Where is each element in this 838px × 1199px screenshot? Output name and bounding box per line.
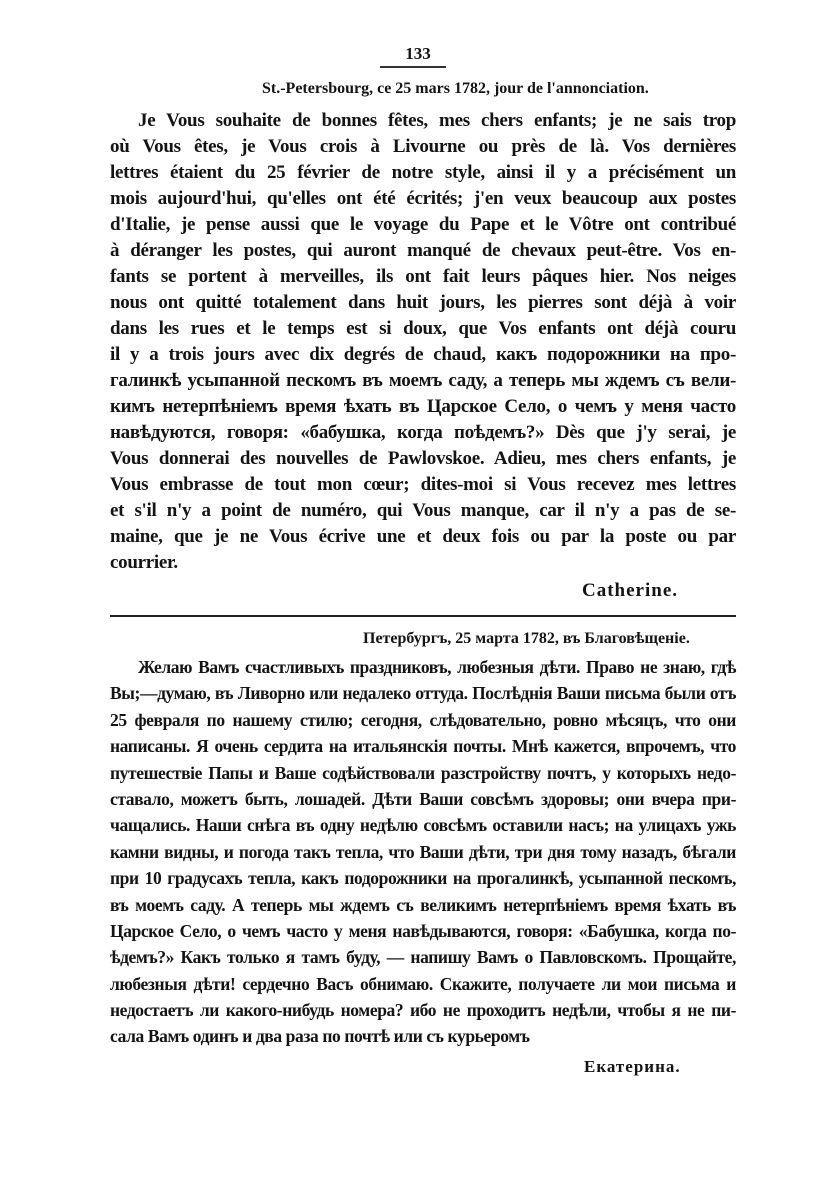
text-line: fants se portent à merveilles, ils ont fait leurs pâques hier. Nos neiges	[110, 266, 736, 287]
section-divider	[110, 615, 736, 617]
text-line: dans les rues et le temps est si doux, que Vos enfants ont déjà couru	[110, 318, 736, 339]
text-line: при 10 градусахъ тепла, какъ подорожники на прогалинкѣ, усыпанной пескомъ,	[110, 868, 736, 889]
text-line: à déranger les postes, qui auront manqué de chevaux peut-être. Vos en-	[110, 240, 736, 261]
text-line: камни видны, и погода такъ тепла, что Ваши дѣти, три дня тому назадъ, бѣгали	[110, 841, 736, 862]
text-line: ѣдемъ?» Какъ только я тамъ буду, — напишу Вамъ о Павловскомъ. Прощайте,	[110, 947, 736, 968]
french-signature: Catherine.	[582, 580, 679, 601]
text-line: Vous donnerai des nouvelles de Pawlovskoe. Adieu, mes chers enfants, je	[110, 448, 736, 469]
text-line: d'Italie, je pense aussi que le voyage du Pape et le Vôtre ont contribué	[110, 214, 736, 235]
russian-signature: Екатерина.	[584, 1057, 681, 1076]
text-line: навѣдуются, говоря: «бабушка, когда поѣдемъ?» Dès que j'y serai, je	[110, 422, 736, 443]
text-line: недостаетъ ли какого-нибудь номера? ибо не проходитъ недѣли, чтобы я не пи-	[110, 1000, 736, 1021]
text-line: въ моемъ саду. А теперь мы ждемъ съ великимъ нетерпѣніемъ время ѣхать въ	[110, 894, 736, 915]
text-line: сала Вамъ одинъ и два раза по почтѣ или съ курьеромъ	[110, 1026, 530, 1047]
text-line: Vous embrasse de tout mon cœur; dites-moi si Vous recevez mes lettres	[110, 474, 736, 495]
russian-letter-heading: Петербургъ, 25 марта 1782, въ Благовѣщеніе.	[363, 630, 690, 647]
text-line: написаны. Я очень сердита на итальянскія почты. Мнѣ кажется, впрочемъ, что	[110, 736, 736, 757]
text-line: галинкѣ усыпанной пескомъ въ моемъ саду, а теперь мы ждемъ съ вели-	[110, 370, 736, 391]
text-line: et s'il n'y a point de numéro, qui Vous manque, car il n'y a pas de se-	[110, 500, 736, 521]
text-line: ставало, можетъ быть, лошадей. Дѣти Ваши совсѣмъ здоровы; они вчера при-	[110, 788, 736, 809]
text-line: courrier.	[110, 552, 178, 573]
french-letter-body	[110, 108, 736, 576]
text-line: lettres étaient du 25 février de notre style, ainsi il y a précisément un	[110, 162, 736, 183]
text-line: mois aujourd'hui, qu'elles ont été écrités; j'en veux beaucoup aux postes	[110, 188, 736, 209]
text-line: Царское Село, о чемъ часто у меня навѣдываются, говоря: «Бабушка, когда по-	[110, 920, 736, 941]
russian-letter-body	[110, 654, 736, 1050]
text-line: il y a trois jours avec dix degrés de chaud, какъ подорожники на про-	[110, 344, 736, 365]
text-line: кимъ нетерпѣніемъ время ѣхать въ Царское Село, о чемъ у меня часто	[110, 396, 736, 417]
page-number: 133	[405, 44, 431, 63]
text-line: любезныя дѣти! сердечно Васъ обнимаю. Скажите, получаете ли мои письма и	[110, 973, 736, 994]
text-line: путешествіе Папы и Ваше содѣйствовали разстройству почтъ, у которыхъ недо-	[110, 762, 736, 783]
text-line: maine, que je ne Vous écrive une et deux fois ou par la poste ou par	[110, 526, 736, 547]
text-line: où Vous êtes, je Vous crois à Livourne ou près de là. Vos dernières	[110, 136, 736, 157]
text-line: Je Vous souhaite de bonnes fêtes, mes chers enfants; je ne sais trop	[138, 110, 736, 131]
text-line: 25 февраля по нашему стилю; сегодня, слѣдовательно, ровно мѣсяцъ, что они	[110, 709, 736, 730]
text-line: чащались. Наши снѣга въ одну недѣлю совсѣмъ оставили насъ; на улицахъ ужь	[110, 815, 736, 836]
french-letter-heading: St.-Petersbourg, ce 25 mars 1782, jour de l'annonciation.	[262, 80, 649, 97]
text-line: Желаю Вамъ счастливыхъ праздниковъ, любезныя дѣти. Право не знаю, гдѣ	[138, 657, 736, 677]
text-line: nous ont quitté totalement dans huit jours, les pierres sont déjà à voir	[110, 292, 736, 313]
text-line: Вы;—думаю, въ Ливорно или недалеко оттуда. Послѣднія Ваши письма были отъ	[110, 683, 736, 704]
page-number-rule	[380, 66, 446, 68]
